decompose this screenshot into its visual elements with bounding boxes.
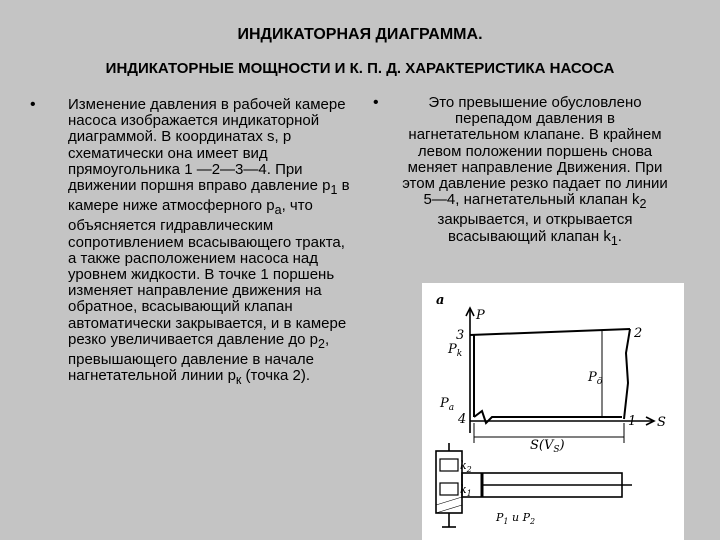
point-2-label: 2 — [634, 326, 643, 341]
pk-label: $P_k$ — [448, 342, 463, 359]
bullet-marker: • — [373, 94, 379, 111]
indicator-diagram-svg — [422, 283, 684, 540]
point-3-label: 3 — [456, 328, 465, 343]
bullet-marker: • — [30, 96, 36, 113]
slide-subtitle: ИНДИКАТОРНЫЕ МОЩНОСТИ И К. П. Д. ХАРАКТЕРИСТИКА НАСОСА — [105, 60, 615, 77]
slide-title: ИНДИКАТОРНАЯ ДИАГРАММА. — [237, 26, 483, 43]
pa-label: $P_a$ — [440, 396, 455, 413]
left-column — [30, 97, 350, 388]
valve-k1-label: $k_1$ — [460, 483, 472, 498]
left-paragraph: Изменение давления в рабочей камере насоса изображается индикаторной диаграммой. В координатах s, р схематически она имеет вид прямоугольника 1 —2—3—4. При движении поршня вправо давление $р_1$ в камере ниже атмосферного $р_а$, что объясняется гидравлическим сопротивлением всасывающего тракта, а также расположением насоса над уровнем жидкости. В точке 1 поршень изменяет направление движения на обратное, всасывающий клапан автоматически закрывается, и в камере резко увеличивается давление до $р_2$, превышающего давление в начале нагнетательной линии $р_к$ (точка 2). — [68, 96, 350, 388]
panel-label: а — [436, 293, 445, 308]
valve-k2-label: $k_2$ — [460, 459, 472, 474]
line-3-2 — [470, 329, 630, 335]
indicator-diagram-figure — [422, 283, 684, 540]
right-column — [373, 95, 673, 249]
valve-k1 — [440, 483, 458, 495]
valve-k2 — [440, 459, 458, 471]
point-4-label: 4 — [458, 412, 467, 427]
pressures-caption: $P_1$ и $P_2$ — [496, 511, 536, 526]
axis-s-label: S — [657, 415, 666, 430]
axis-p-label: P — [476, 308, 485, 323]
point-1-label: 1 — [628, 414, 637, 429]
right-paragraph: Это превышение обусловлено перепадом давления в нагнетательном клапане. В крайнем левом положении поршень снова меняет направление Движения. При этом давление резко падает по линии 5—4, нагнетательный клапан $k_2$ закрывается, и открывается всасывающий клапан $k_1$. — [402, 94, 668, 248]
line-2-1 — [624, 329, 630, 419]
s-vs-label: $S(V_S)$ — [530, 438, 565, 455]
pd-label: $P_д$ — [588, 370, 603, 387]
